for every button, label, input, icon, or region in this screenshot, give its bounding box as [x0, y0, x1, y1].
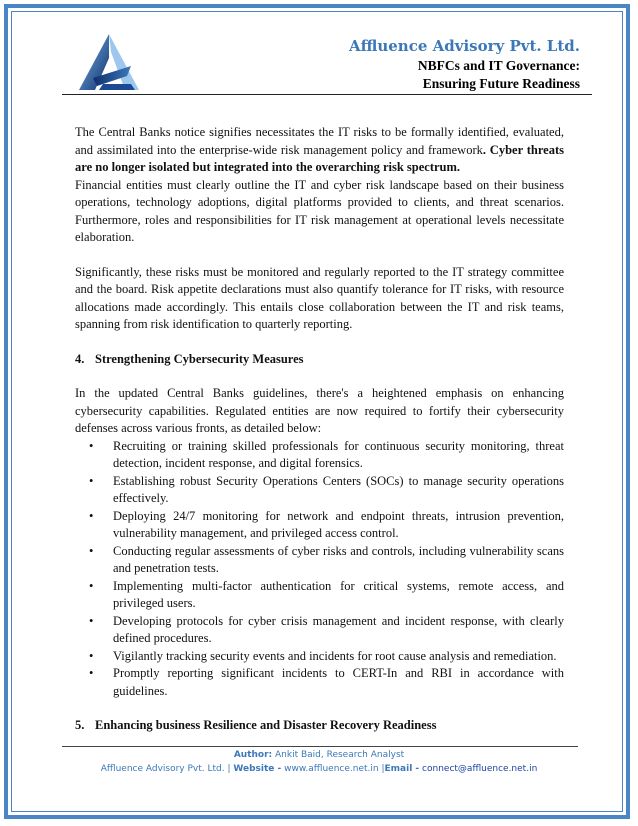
bullet-icon: •: [89, 508, 94, 523]
footer-company: Affluence Advisory Pvt. Ltd. |: [100, 764, 231, 774]
paragraph-1: [75, 124, 564, 177]
section-4-heading: [75, 351, 564, 369]
bullet-icon: •: [89, 578, 94, 593]
list-item: • Conducting regular assessments of cyber risks and controls, including vulnerability scans and penetration tests.: [89, 543, 564, 575]
footer-author: [0, 750, 638, 760]
paragraph-1-text: The Central Banks notice signifies necessitates the IT risks to be formally identified, evaluated, and assimilated into the enterprise-wide risk management policy and framework: [75, 125, 564, 157]
section-4-title: Strengthening Cybersecurity Measures: [95, 351, 304, 366]
section-4-intro: In the updated Central Banks guidelines, there's a heightened emphasis on enhancing cybersecurity capabilities. Regulated entities are now required to fortify their cybersecurity defenses across various fronts, as detailed below:: [75, 386, 564, 435]
list-item: • Deploying 24/7 monitoring for network and endpoint threats, intrusion prevention, vulnerability management, and privileged access control.: [89, 508, 564, 540]
bullet-icon: •: [89, 438, 94, 453]
list-item: • Vigilantly tracking security events and incidents for root cause analysis and remediation.: [75, 648, 564, 666]
footer-contact: [0, 764, 638, 774]
section-4-number: 4.: [75, 351, 85, 366]
list-item: • Recruiting or training skilled professionals for continuous security monitoring, threat detection, incident response, and digital forensics.: [89, 438, 564, 470]
paragraph-1-bold: . Cyber threats are no longer isolated but integrated into the overarching risk spectrum.: [75, 142, 564, 174]
cybersecurity-list: [75, 438, 564, 701]
document-body: [75, 124, 564, 735]
list-item: • Developing protocols for cyber crisis management and incident response, with clearly defined procedures.: [89, 613, 564, 645]
paragraph-3: Significantly, these risks must be monitored and regularly reported to the IT strategy committee and the board. Risk appetite declarations must also quantify tolerance for IT risks, with resource allocations made accordingly. This entails close collaboration between the IT and risk teams, spanning from risk identification to quarterly reporting.: [75, 264, 564, 331]
footer-separator: |: [381, 764, 385, 774]
footer-divider: [62, 746, 578, 747]
paragraph-2: Financial entities must clearly outline the IT and cyber risk landscape based on their business operations, technology adoptions, digital platforms provided to clients, and threat scenarios. Furthermore, roles and responsibilities for IT risk management at operational levels necessitate elaboration.: [75, 177, 564, 244]
subtitle-line-1: NBFCs and IT Governance:: [417, 58, 580, 73]
section-5-title: Enhancing business Resilience and Disaster Recovery Readiness: [95, 718, 437, 732]
bullet-icon: •: [89, 543, 94, 558]
document-subtitle: [418, 57, 580, 93]
list-item: • Promptly reporting significant incidents to CERT-In and RBI in accordance with guidelines.: [89, 666, 564, 698]
bullet-icon: •: [89, 648, 94, 663]
list-item: • Implementing multi-factor authentication for critical systems, remote access, and privileged users.: [89, 578, 564, 610]
bullet-icon: •: [89, 473, 94, 488]
website-link[interactable]: www.affluence.net.in: [284, 764, 379, 774]
bullet-icon: •: [89, 613, 94, 628]
company-name: Affluence Advisory Pvt. Ltd.: [348, 37, 580, 55]
section-5-number: 5.: [75, 718, 85, 732]
affluence-logo-icon: [75, 34, 143, 92]
author-value: Ankit Baid, Research Analyst: [275, 750, 405, 760]
website-label: Website -: [233, 764, 282, 774]
email-link[interactable]: connect@affluence.net.in: [422, 764, 538, 774]
section-5-heading: [75, 717, 564, 735]
subtitle-line-2: Ensuring Future Readiness: [422, 76, 580, 91]
bullet-icon: •: [89, 666, 94, 680]
email-label: Email -: [384, 764, 420, 774]
header-divider: [62, 94, 592, 95]
author-label: Author:: [233, 750, 273, 760]
list-item: • Establishing robust Security Operations Centers (SOCs) to manage security operations effectively.: [89, 473, 564, 505]
